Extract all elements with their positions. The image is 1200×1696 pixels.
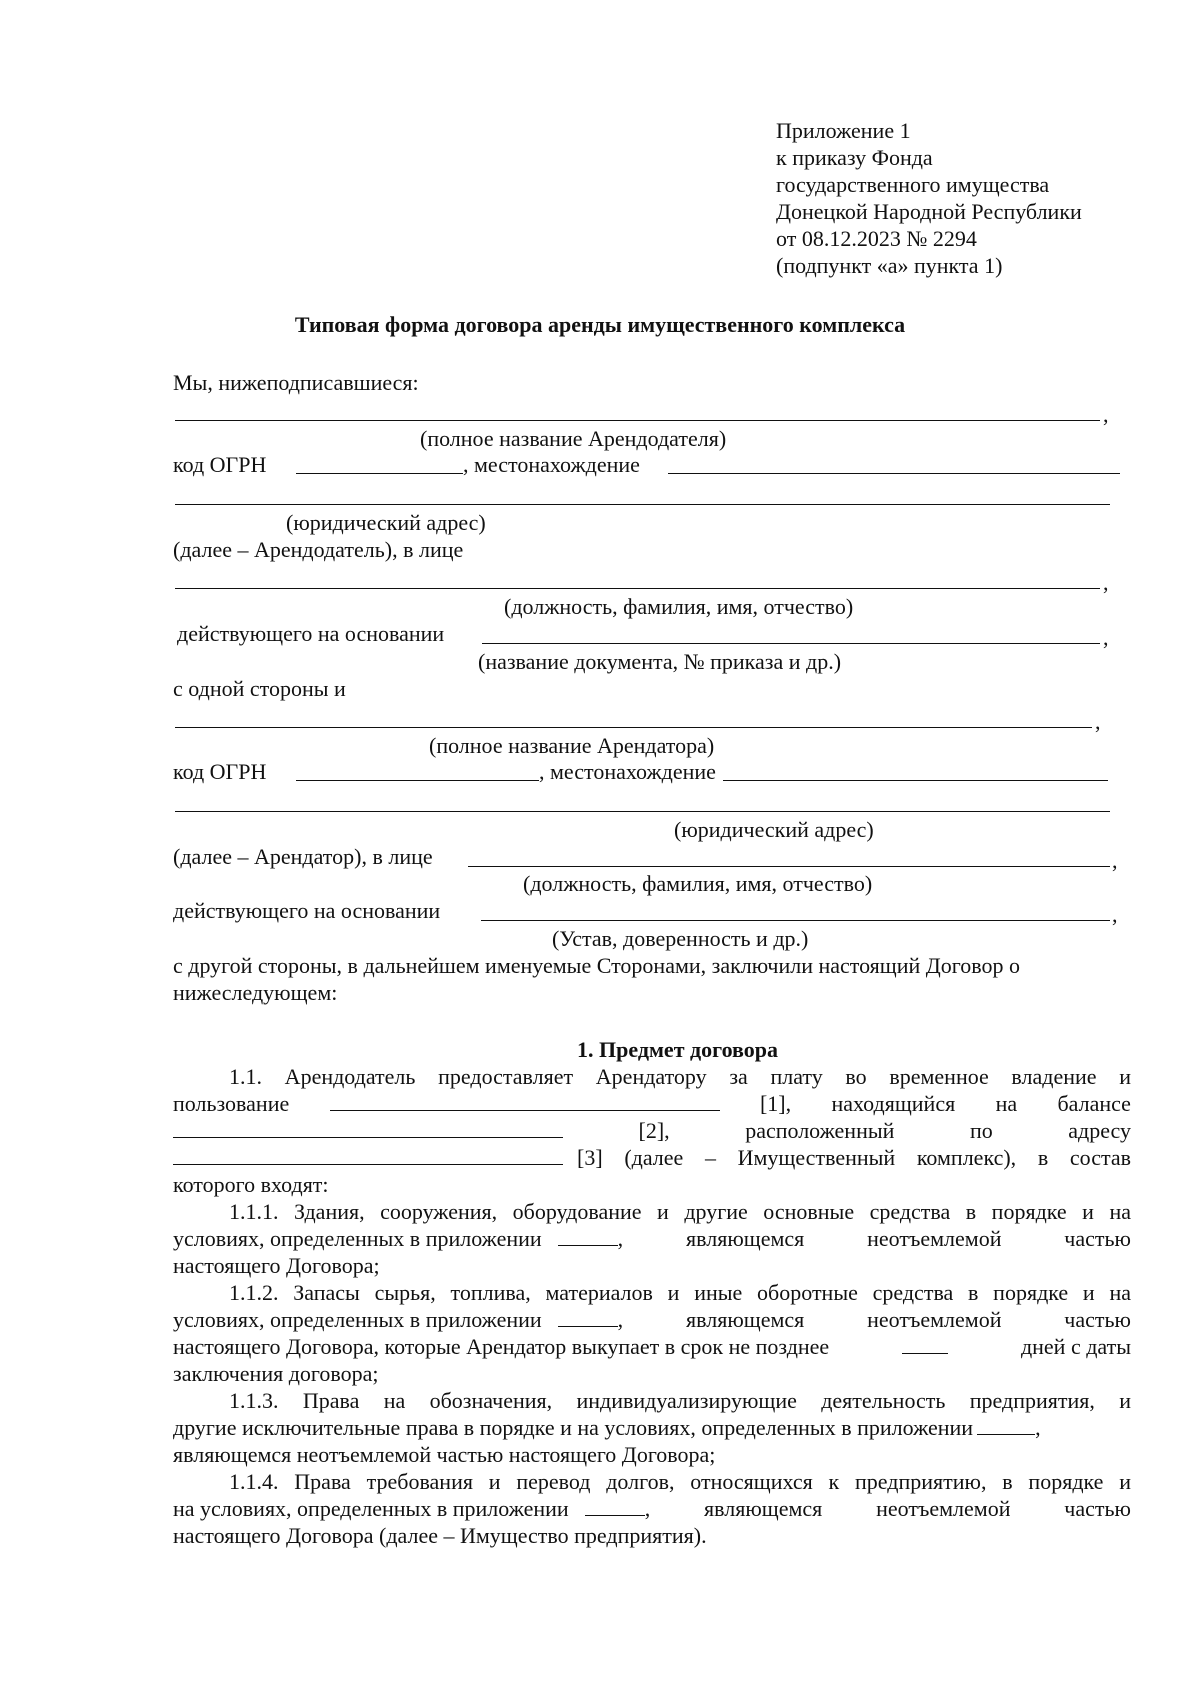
section-heading: 1. Предмет договора — [577, 1037, 778, 1062]
paragraph-text: [3] (далее – Имущественный комплекс), в состав — [577, 1145, 1131, 1170]
paragraph-line — [173, 1199, 1131, 1225]
word: на — [995, 1091, 1018, 1116]
paragraph-text: условиях, определенных в приложении — [173, 1226, 542, 1251]
caption-charter: (Устав, доверенность и др.) — [552, 926, 809, 951]
header-line: Донецкой Народной Республики — [776, 199, 1082, 224]
paragraph-text: условиях, определенных в приложении — [173, 1307, 542, 1332]
fill-line — [468, 866, 1110, 867]
caption-legal-address: (юридический адрес) — [674, 817, 874, 842]
word: по — [969, 1118, 993, 1143]
paragraph-text: , — [1035, 1415, 1041, 1440]
fill-line — [482, 643, 1100, 644]
fill-line — [175, 420, 1100, 421]
fill-line — [558, 1227, 618, 1246]
fill-line — [175, 727, 1092, 728]
fill-line — [977, 1416, 1035, 1435]
ogrn-label: код ОГРН — [173, 452, 267, 477]
fill-line — [296, 473, 463, 474]
paragraph-line — [173, 1469, 1131, 1495]
fill-line — [481, 920, 1110, 921]
comma: , — [1103, 570, 1109, 595]
fill-line — [902, 1335, 948, 1354]
caption-document: (название документа, № приказа и др.) — [478, 649, 842, 674]
ref: [1], — [759, 1091, 792, 1116]
paragraph-text: 1.1.3. Права на обозначения, индивидуализирующие деятельность предприятия, и — [229, 1388, 1131, 1413]
paragraph-line — [173, 1064, 1131, 1090]
fill-line — [723, 780, 1108, 781]
location-label: , местонахождение — [539, 759, 716, 784]
paragraph-text: являющемся неотъемлемой частью настоящего Договора; — [173, 1442, 716, 1467]
paragraph-text: 1.1.1. Здания, сооружения, оборудование и другие основные средства в порядке и на — [229, 1199, 1131, 1224]
paragraph-text: , являющемся неотъемлемой частью — [617, 1226, 1131, 1251]
document-title: Типовая форма договора аренды имущественного комплекса — [294, 312, 906, 337]
header-line: Приложение 1 — [776, 118, 911, 143]
paragraph-line — [173, 1145, 1131, 1171]
fill-line — [330, 1092, 720, 1111]
word: балансе — [1057, 1091, 1131, 1116]
fill-line — [668, 473, 1120, 474]
paragraph-text: , являющемся неотъемлемой частью — [644, 1496, 1131, 1521]
word: расположенный — [745, 1118, 895, 1143]
paragraph-text: 1.1.4. Права требования и перевод долгов, относящихся к предприятию, в порядке и — [229, 1469, 1131, 1494]
comma: , — [1112, 848, 1118, 873]
other-side-text: нижеследующем: — [173, 980, 338, 1005]
paragraph-line — [173, 1388, 1131, 1414]
fill-line — [173, 1119, 563, 1138]
location-label: , местонахождение — [463, 452, 640, 477]
one-side-text: с одной стороны и — [173, 676, 346, 701]
caption-legal-address: (юридический адрес) — [286, 510, 486, 535]
tenant-ref: (далее – Арендатор), в лице — [173, 844, 433, 869]
paragraph-line — [173, 1226, 1131, 1252]
header-line: (подпункт «а» пункта 1) — [776, 253, 1003, 278]
fill-line — [585, 1497, 645, 1516]
paragraph-text: настоящего Договора (далее – Имущество предприятия). — [173, 1523, 707, 1548]
paragraph-text: настоящего Договора, которые Арендатор выкупает в срок не позднее — [173, 1334, 830, 1359]
intro-text: Мы, нижеподписавшиеся: — [173, 370, 419, 395]
paragraph-text: другие исключительные права в порядке и на условиях, определенных в приложении — [173, 1415, 974, 1440]
comma: , — [1103, 625, 1109, 650]
word: пользование — [173, 1091, 290, 1116]
landlord-ref: (далее – Арендодатель), в лице — [173, 537, 464, 562]
paragraph-line — [173, 1307, 1131, 1333]
caption-landlord-name: (полное название Арендодателя) — [420, 426, 727, 451]
paragraph-text: которого входят: — [173, 1172, 329, 1197]
paragraph-text: , являющемся неотъемлемой частью — [617, 1307, 1131, 1332]
paragraph-text: заключения договора; — [173, 1361, 379, 1386]
comma: , — [1112, 902, 1118, 927]
paragraph-text: на условиях, определенных в приложении — [173, 1496, 569, 1521]
word: адресу — [1068, 1118, 1131, 1143]
paragraph-line — [173, 1496, 1131, 1522]
paragraph-line — [173, 1280, 1131, 1306]
paragraph-line — [173, 1091, 1131, 1117]
paragraph-text: 1.1.2. Запасы сырья, топлива, материалов и иные оборотные средства в порядке и на — [229, 1280, 1131, 1305]
acting-basis-label: действующего на основании — [177, 621, 445, 646]
fill-line — [175, 504, 1110, 505]
paragraph-line — [173, 1334, 1131, 1360]
header-line: к приказу Фонда — [776, 145, 933, 170]
header-line: государственного имущества — [776, 172, 1050, 197]
ref: [2], — [638, 1118, 670, 1143]
fill-line — [175, 811, 1110, 812]
header-line: от 08.12.2023 № 2294 — [776, 226, 977, 251]
paragraph-text: 1.1. Арендодатель предоставляет Арендатору за плату во временное владение и — [229, 1064, 1131, 1089]
fill-line — [173, 1146, 563, 1165]
paragraph-line — [173, 1415, 1131, 1441]
acting-basis-label: действующего на основании — [173, 898, 441, 923]
paragraph-text: настоящего Договора; — [173, 1253, 380, 1278]
caption-tenant-name: (полное название Арендатора) — [429, 733, 715, 758]
fill-line — [558, 1308, 618, 1327]
word: находящийся — [831, 1091, 956, 1116]
comma: , — [1095, 709, 1101, 734]
caption-position: (должность, фамилия, имя, отчество) — [523, 871, 873, 896]
paragraph-text: дней с даты — [1020, 1334, 1131, 1359]
ogrn-label: код ОГРН — [173, 759, 267, 784]
comma: , — [1103, 402, 1109, 427]
fill-line — [175, 588, 1100, 589]
fill-line — [296, 780, 539, 781]
paragraph-line — [173, 1118, 1131, 1144]
other-side-text: с другой стороны, в дальнейшем именуемые Сторонами, заключили настоящий Договор о — [173, 953, 1021, 978]
caption-position: (должность, фамилия, имя, отчество) — [504, 594, 854, 619]
